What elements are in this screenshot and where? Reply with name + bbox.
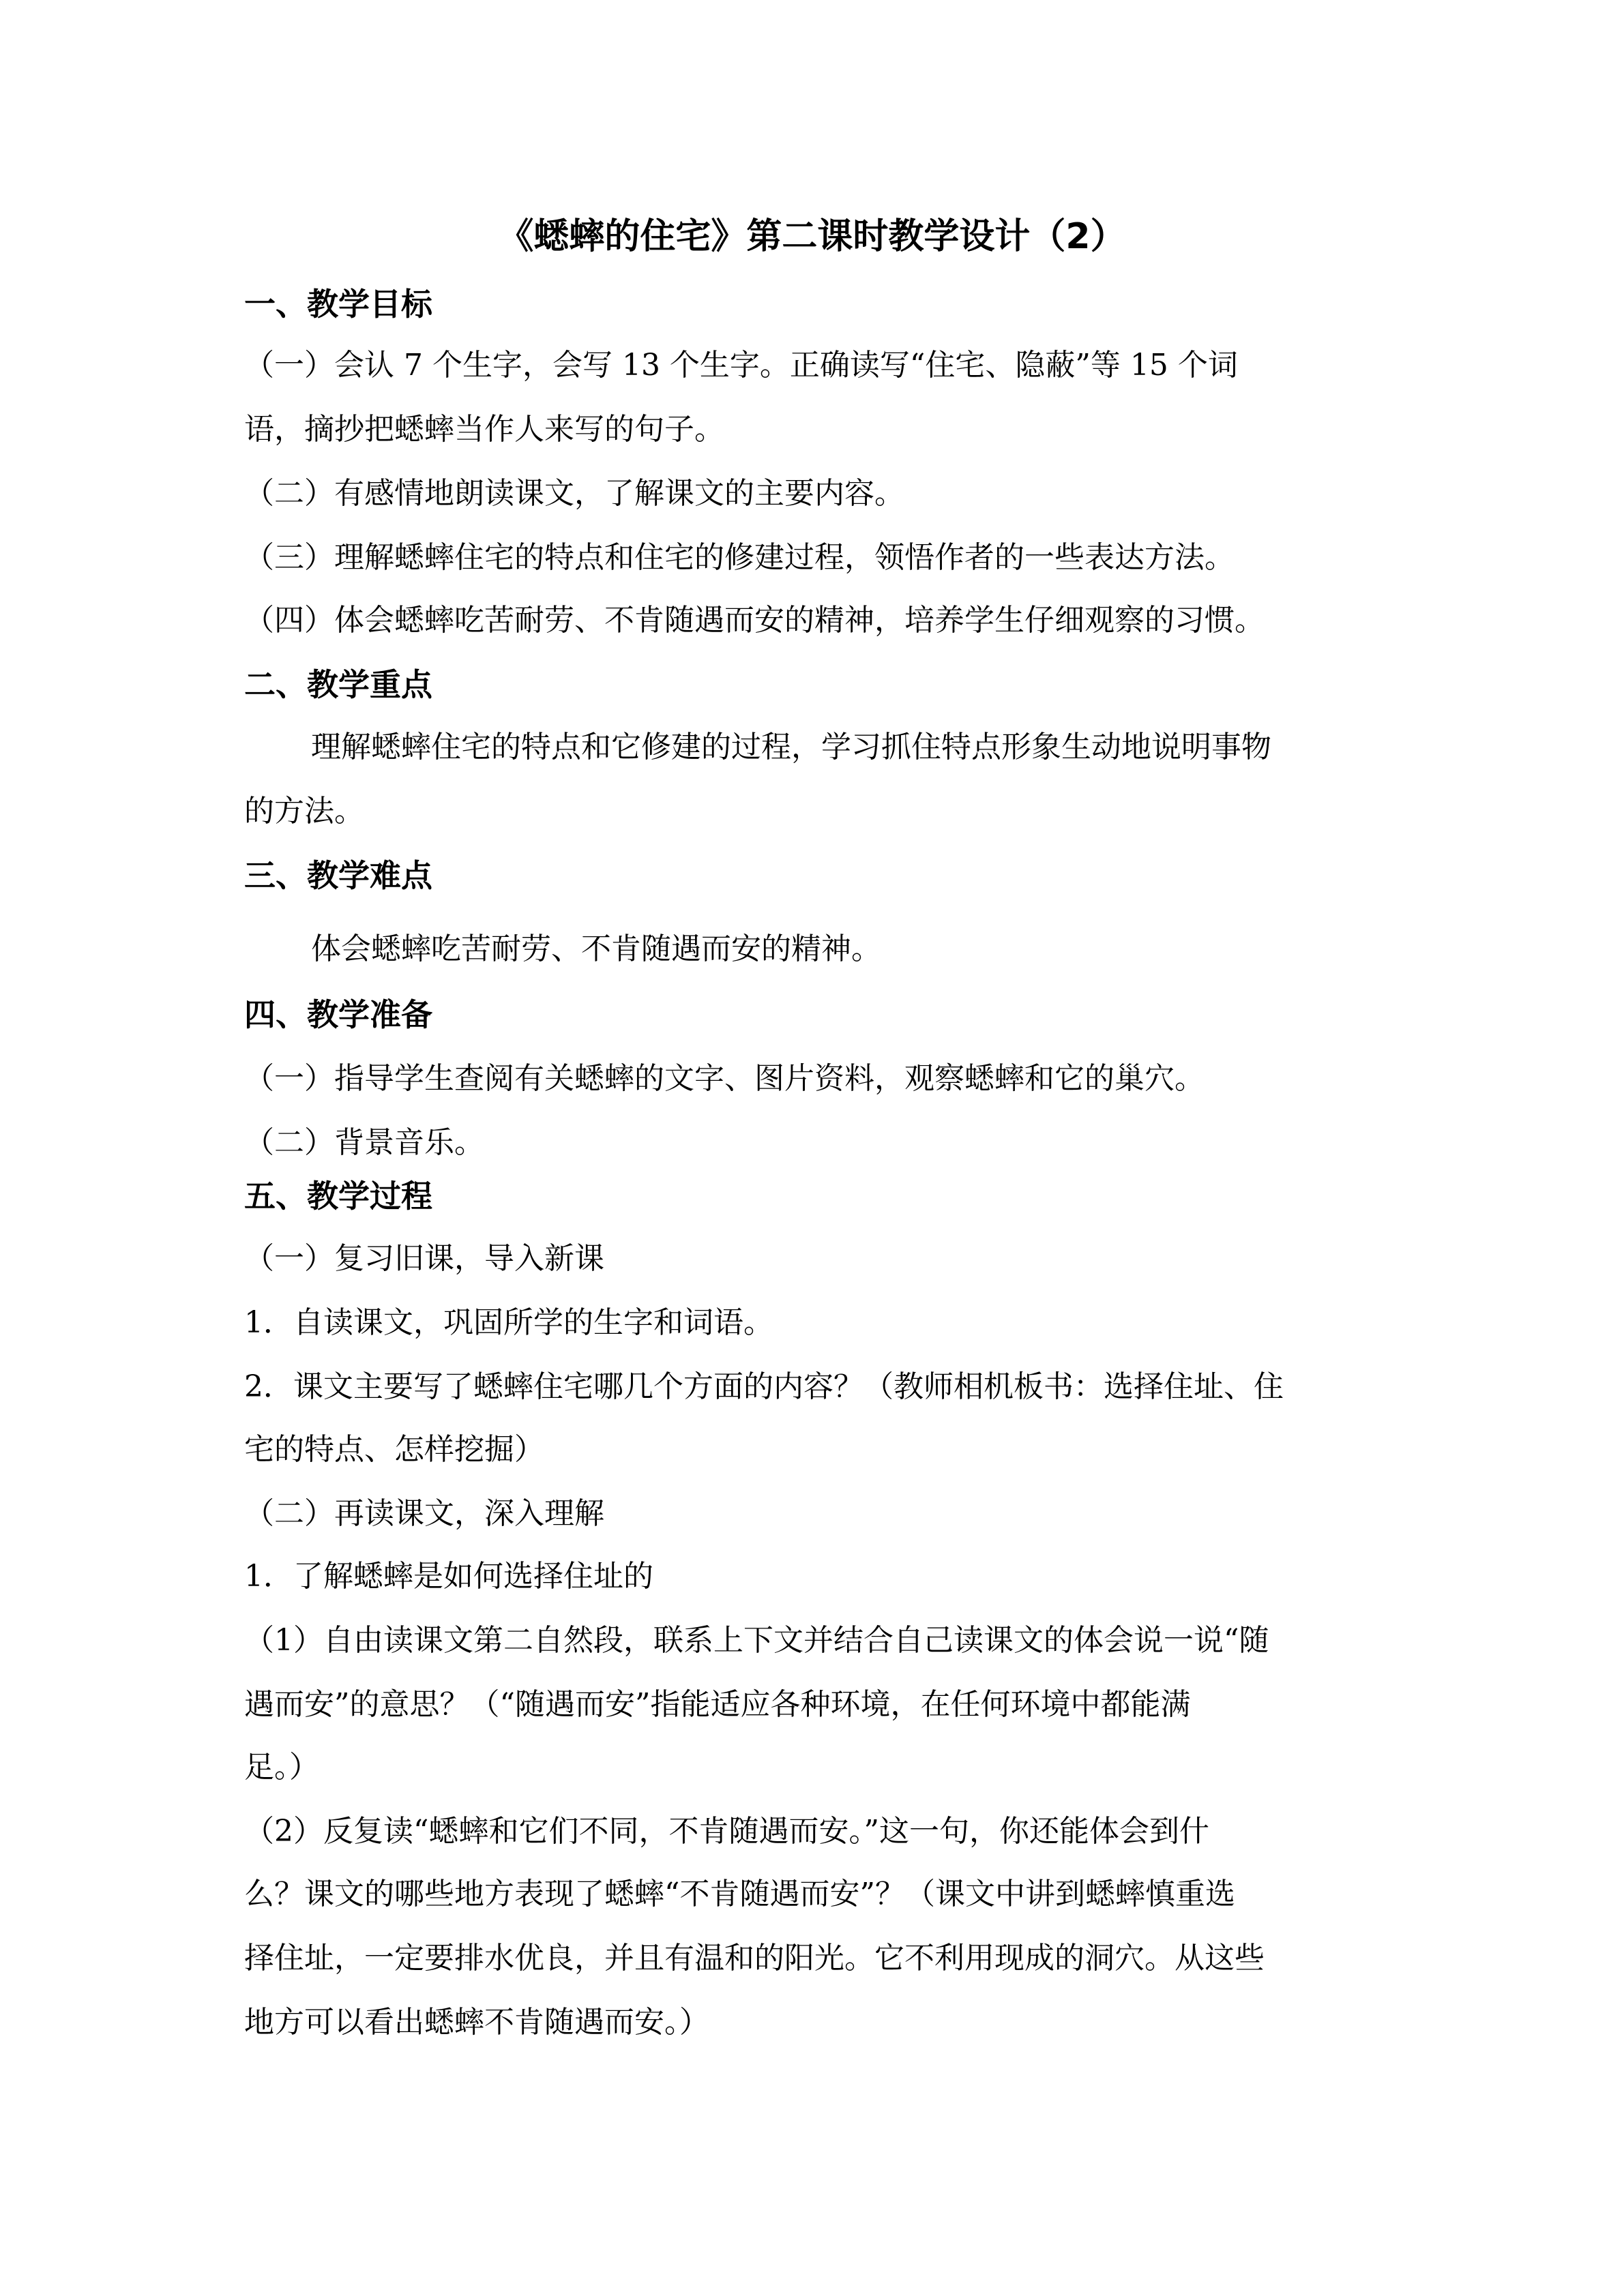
- section-heading-teaching-goals: 一、教学目标: [244, 286, 432, 323]
- paragraph-line: （二）有感情地朗读课文，了解课文的主要内容。: [244, 476, 904, 511]
- paragraph-line: （一）复习旧课，导入新课: [244, 1241, 604, 1276]
- section-heading-difficulties: 三、教学难点: [244, 857, 432, 894]
- section-heading-key-points: 二、教学重点: [244, 666, 432, 703]
- paragraph-line: （一）指导学生查阅有关蟋蟀的文字、图片资料，观察蟋蟀和它的巢穴。: [244, 1061, 1205, 1096]
- paragraph-line: 2．课文主要写了蟋蟀住宅哪几个方面的内容？（教师相机板书：选择住址、住: [244, 1369, 1284, 1404]
- paragraph-line: （二）背景音乐。: [244, 1125, 484, 1160]
- paragraph-line: 地方可以看出蟋蟀不肯随遇而安。）: [244, 2005, 709, 2040]
- section-heading-preparation: 四、教学准备: [244, 996, 432, 1033]
- paragraph-line: 的方法。: [244, 794, 364, 829]
- paragraph-line: （1）自由读课文第二自然段，联系上下文并结合自己读课文的体会说一说“随: [244, 1623, 1269, 1658]
- paragraph-line: （三）理解蟋蟀住宅的特点和住宅的修建过程，领悟作者的一些表达方法。: [244, 540, 1235, 575]
- paragraph-line: 理解蟋蟀住宅的特点和它修建的过程，学习抓住特点形象生动地说明事物: [311, 730, 1271, 764]
- paragraph-line: 么？课文的哪些地方表现了蟋蟀“不肯随遇而安”？（课文中讲到蟋蟀慎重选: [244, 1877, 1235, 1911]
- paragraph-line: 语，摘抄把蟋蟀当作人来写的句子。: [244, 412, 724, 447]
- paragraph-line: 1．自读课文，巩固所学的生字和词语。: [244, 1305, 773, 1340]
- paragraph-line: （2）反复读“蟋蟀和它们不同，不肯随遇而安。”这一句，你还能体会到什: [244, 1814, 1209, 1849]
- paragraph-line: （一）会认 7 个生字，会写 13 个生字。正确读写“住宅、隐蔽”等 15 个词: [244, 348, 1238, 383]
- paragraph-line: （四）体会蟋蟀吃苦耐劳、不肯随遇而安的精神，培养学生仔细观察的习惯。: [244, 603, 1265, 638]
- paragraph-line: 宅的特点、怎样挖掘）: [244, 1432, 544, 1467]
- paragraph-line: 择住址，一定要排水优良，并且有温和的阳光。它不利用现成的洞穴。从这些: [244, 1941, 1265, 1976]
- paragraph-line: 足。）: [244, 1750, 319, 1785]
- section-heading-process: 五、教学过程: [244, 1178, 432, 1214]
- paragraph-line: （二）再读课文，深入理解: [244, 1496, 604, 1531]
- paragraph-line: 遇而安”的意思？（“随遇而安”指能适应各种环境，在任何环境中都能满: [244, 1687, 1191, 1722]
- paragraph-line: 1．了解蟋蟀是如何选择住址的: [244, 1559, 653, 1594]
- document-title: 《蟋蟀的住宅》第二课时教学设计（2）: [498, 216, 1126, 257]
- paragraph-line: 体会蟋蟀吃苦耐劳、不肯随遇而安的精神。: [311, 931, 881, 966]
